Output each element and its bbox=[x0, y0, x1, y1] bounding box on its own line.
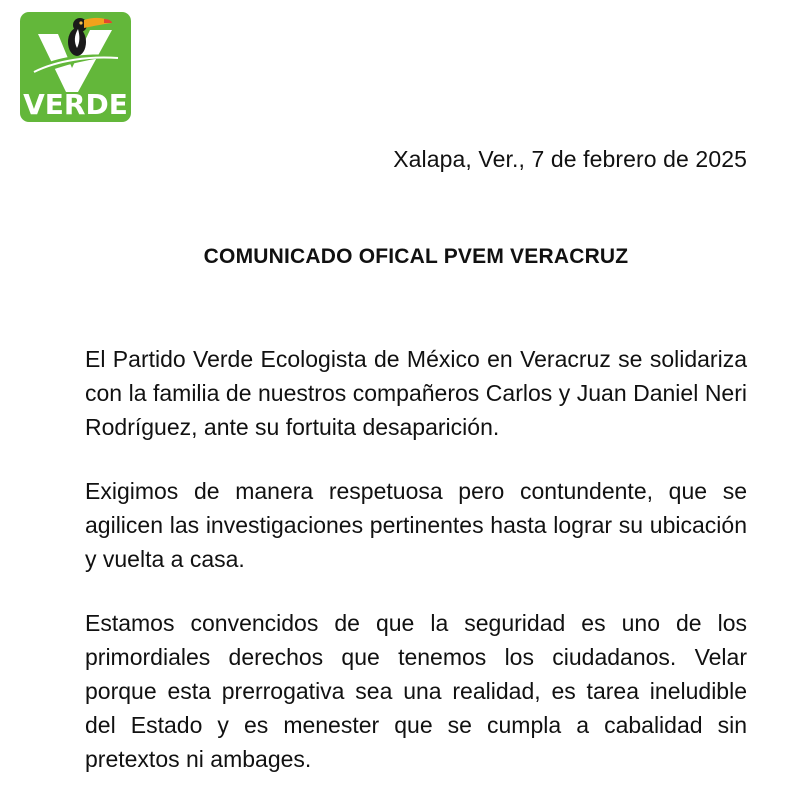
paragraph-3: Estamos convencidos de que la seguridad es uno de los primordiales derechos que tenemos los ciudadanos. Velar porque esta prerrogativa sea una realidad, es tarea ineludible del Estado y es menester que se cumpla a cabalidad sin pretextos ni ambages. bbox=[85, 610, 747, 772]
document-title: COMUNICADO OFICAL PVEM VERACRUZ bbox=[203, 245, 629, 268]
verde-logo-graphic bbox=[20, 12, 131, 122]
logo-verde-text: VERDE bbox=[23, 88, 128, 121]
paragraph-2: Exigimos de manera respetuosa pero contundente, que se agilicen las investigaciones pertinentes hasta lograr su ubicación y vuelta a casa. bbox=[85, 478, 747, 572]
verde-party-logo bbox=[20, 12, 131, 122]
place-and-date: Xalapa, Ver., 7 de febrero de 2025 bbox=[393, 146, 747, 172]
paragraph-1: El Partido Verde Ecologista de México en Veracruz se solidariza con la familia de nuestros compañeros Carlos y Juan Daniel Neri Rodríguez, ante su fortuita desaparición. bbox=[85, 346, 747, 440]
